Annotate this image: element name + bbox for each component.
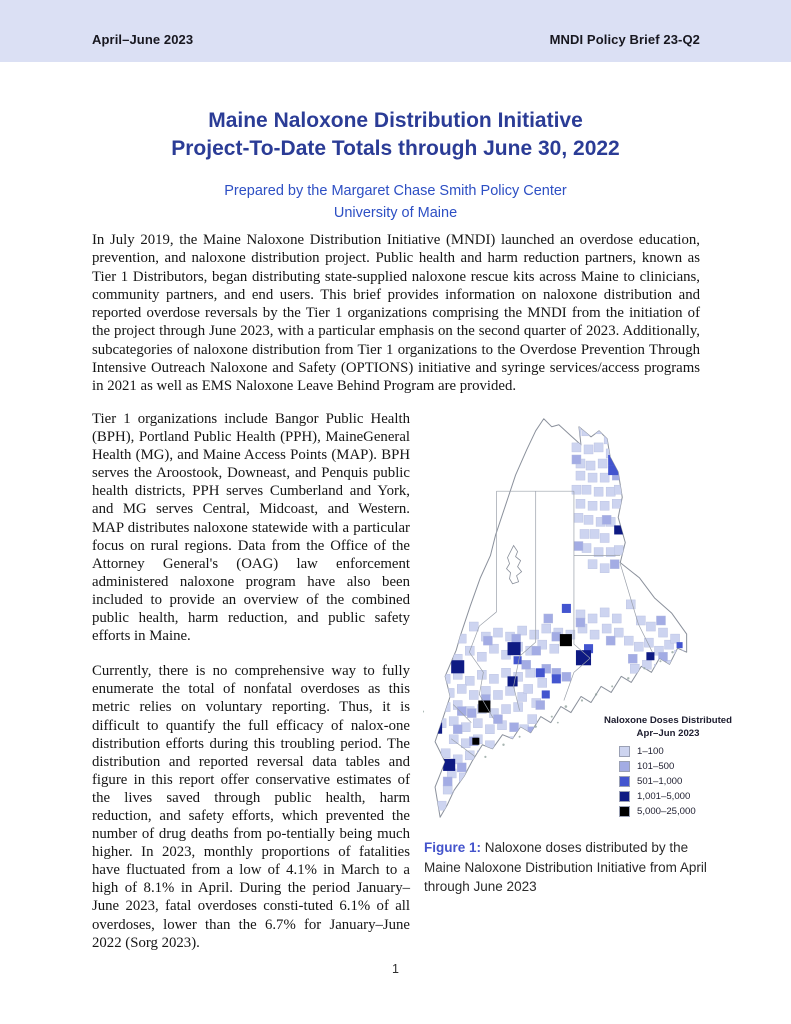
prepared-by-line-1: Prepared by the Margaret Chase Smith Policy Center [224,183,567,199]
prepared-by-line-2: University of Maine [333,204,458,221]
header-date-range: April–June 2023 [92,31,194,47]
header-band [0,0,791,62]
intro-paragraph: In July 2019, the Maine Naloxone Distribution Initiative (MNDI) launched an overdose education, prevention, and naloxone distribution project. Public health and harm reduction partners, known as Tier 1 Distributors, began distributing state-supplied naloxone rescue kits across Maine to clinicians, community partners, and end users. This brief provides information on naloxone distribution and reported overdose reversals by the Tier 1 organizations comprising the MNDI from the initiation of the project through June 2023, with a particular emphasis on the second quarter of 2023. Additionally, subcategories of naloxone distribution from Tier 1 organizations to the Overdose Prevention Through Intensive Outreach Naloxone and Safety (OPTIONS) initiative and syringe services/access programs in 2021 as well as EMS Naloxone Leave Behind Program are provided. [92,232,700,395]
legend-item: 1–100 [619,746,743,757]
prepared-by [0,181,791,224]
color-swatch-5000-25000 [619,806,630,817]
title-line-1: Maine Naloxone Distribution Initiative [208,109,583,132]
title-line-2: Project-To-Date Totals through June 30, 2022 [171,137,620,160]
legend-item: 101–500 [619,761,743,772]
body-paragraph-overdose-estimates: Currently, there is no comprehensive way to fully enumerate the total of nonfatal overdoses as this metric relies on voluntary reporting. Thus, it is difficult to quantify the full efficacy of nalox-one distribution efforts during this troubling period. The distribution and reported reversal data tables and figure in this report offer conservative estimates of the lives saved through public health, harm reduction, and safety efforts, which prevented the number of drug deaths from po-tentially being much higher. In 2023, monthly proportions of fatalities have fluctuated from a low of 4.1% in March to a high of 8.1% in April. During the period January–June 2023, fatal overdoses consti-tuted 6.1% of all overdoses, lower than the 6.7% for January–June 2022 (Sorg 2023). [92,663,410,951]
color-swatch-1001-5000 [619,791,630,802]
legend-title: Naloxone Doses Distributed Apr–Jun 2023 [604,715,732,739]
color-swatch-101-500 [619,761,630,772]
body-paragraph-tier1-orgs: Tier 1 organizations include Bangor Public Health (BPH), Portland Public Health (PPH), MaineGeneral Health (MG), and Maine Access Points (MAP). BPH serves the Aroostook, Downeast, and Penquis public health districts, PPH serves Cumberland and York, and MG serves Central, Midcoast, and Western. MAP distributes naloxone statewide with a particular focus on rural regions. Data from the Office of the Attorney General's (OAG) law enforcement administered naloxone program have also been included to provide an overview of the combined public health, harm reduction, and public safety efforts in Maine. [92,411,410,645]
left-column [92,410,410,969]
legend-item: 1,001–5,000 [619,791,743,802]
color-swatch-501-1000 [619,776,630,787]
figure-caption-text: Naloxone doses distributed by the Maine Naloxone Distribution Initiative from April through June 2023 [424,840,707,894]
legend-items [593,746,743,817]
page-number: 1 [392,962,399,976]
page-title [0,107,791,163]
legend-item: 501–1,000 [619,776,743,787]
figure-caption-label: Figure 1: [424,840,482,855]
legend-item: 5,000–25,000 [619,806,743,817]
header-brief-id: MNDI Policy Brief 23-Q2 [549,31,700,47]
color-swatch-1-100 [619,746,630,757]
map-legend [593,715,743,821]
figure-caption [424,838,726,897]
figure-column [423,404,773,944]
